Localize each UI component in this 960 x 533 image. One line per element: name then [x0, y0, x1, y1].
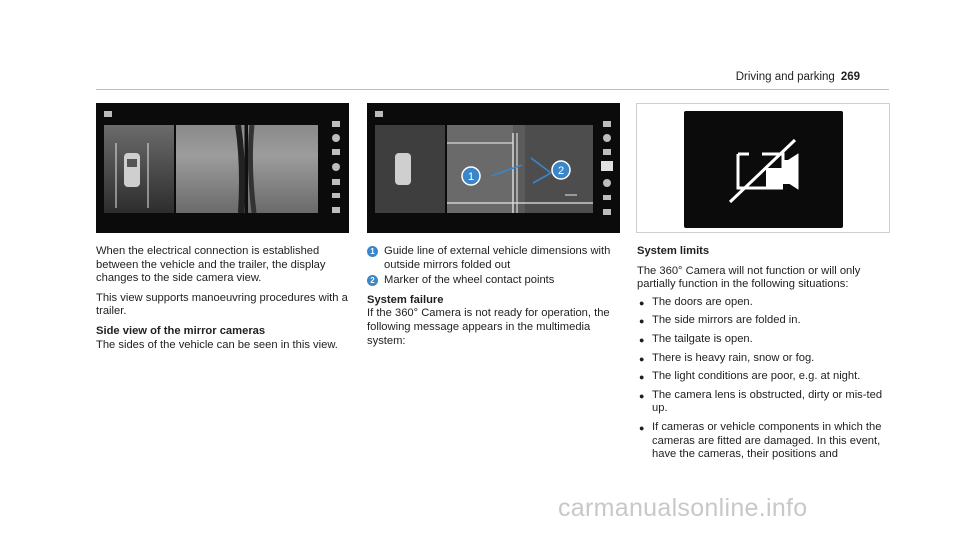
system-failure-heading: System failure — [367, 293, 444, 306]
list-item: ● The light conditions are poor, e.g. at night. — [639, 370, 861, 383]
section-title: Driving and parking — [735, 71, 835, 83]
legend-number-badge: 1 — [367, 246, 378, 257]
system-limits-list — [637, 296, 892, 462]
page-header — [736, 71, 860, 83]
trailer-manoeuvring-text: This view supports manoeuvring procedures with a trailer. — [96, 291, 348, 318]
trailer-display-text: When the electrical connection is established between the vehicle and the trailer, the display changes to the side camera view. — [96, 245, 326, 285]
side-camera-view-illustration — [96, 103, 349, 233]
column-1 — [96, 245, 358, 358]
legend-item — [367, 274, 629, 288]
system-limits-heading: System limits — [637, 245, 710, 257]
callout-2-label: 2 — [557, 165, 565, 177]
legend-item — [367, 245, 629, 272]
list-item: ● The doors are open. — [639, 295, 753, 308]
header-divider — [96, 89, 889, 90]
list-item: ● If cameras or vehicle components in which the cameras are fitted are damaged. In this event, have the cameras, their positions and — [639, 420, 882, 461]
camera-unavailable-image — [636, 103, 890, 233]
car-top-icon-2 — [395, 153, 411, 185]
list-item: ● The camera lens is obstructed, dirty or mis-ted up. — [639, 388, 883, 415]
list-item: ● There is heavy rain, snow or fog. — [639, 351, 815, 364]
mirror-cameras-text: The sides of the vehicle can be seen in this view. — [96, 338, 338, 351]
list-item: ● The side mirrors are folded in. — [639, 314, 801, 327]
car-top-icon — [124, 153, 140, 187]
column-3 — [637, 245, 892, 467]
column-2 — [367, 245, 629, 354]
watermark: carmanualsonline.info — [558, 494, 808, 522]
legend-text: Marker of the wheel contact points — [384, 274, 555, 287]
callout-2 — [552, 161, 570, 179]
guide-lines-image — [367, 103, 620, 233]
page-number: 269 — [840, 71, 860, 83]
guide-lines-illustration — [367, 103, 620, 233]
callout-1 — [462, 167, 480, 185]
system-failure-text: If the 360° Camera is not ready for operation, the following message appears in the multimedia system: — [367, 307, 610, 347]
legend-text: Guide line of external vehicle dimensions with outside mirrors folded out — [384, 245, 611, 271]
system-limits-intro: The 360° Camera will not function or will only partially function in the following situations: — [637, 264, 861, 291]
side-camera-view-image — [96, 103, 349, 233]
legend-number-badge: 2 — [367, 275, 378, 286]
callout-1-label: 1 — [467, 171, 475, 183]
mirror-cameras-heading: Side view of the mirror cameras — [96, 324, 266, 337]
camera-unavailable-illustration — [637, 104, 889, 232]
list-item: ● The tailgate is open. — [639, 332, 753, 345]
